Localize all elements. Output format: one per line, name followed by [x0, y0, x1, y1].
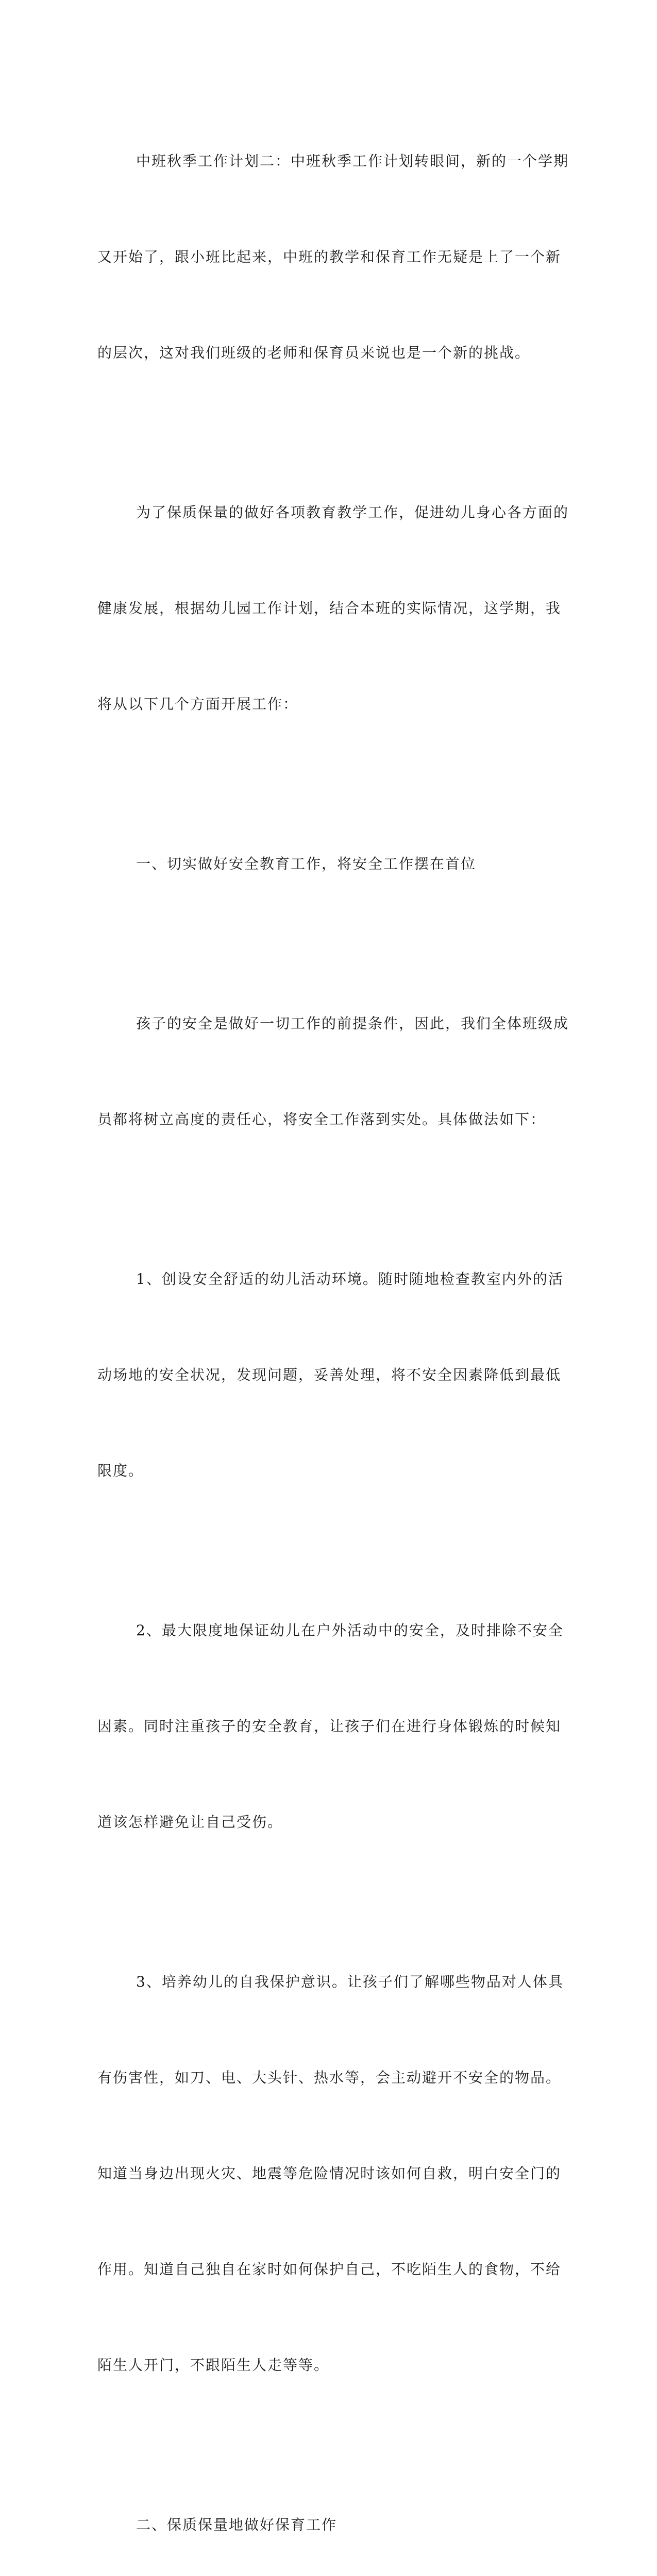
text-line: 一、切实做好安全教育工作，将安全工作摆在首位 [136, 855, 477, 872]
text-line: 有伤害性，如刀、电、大头针、热水等，会主动避开不安全的物品。 [97, 2069, 562, 2086]
text-line: 将从以下几个方面开展工作： [97, 696, 299, 713]
document-body [97, 81, 569, 2576]
text-line: 的层次，这对我们班级的老师和保育员来说也是一个新的挑战。 [97, 344, 531, 361]
text-line: 因素。同时注重孩子的安全教育，让孩子们在进行身体锻炼的时候知 [97, 1718, 562, 1735]
text-line: 2、最大限度地保证幼儿在户外活动中的安全，及时排除不安全 [136, 1622, 564, 1639]
text-line: 为了保质保量的做好各项教育教学工作，促进幼儿身心各方面的 [136, 504, 569, 521]
paragraph-intro [97, 81, 569, 433]
text-line: 中班秋季工作计划二：中班秋季工作计划转眼间，新的一个学期 [136, 152, 569, 170]
text-line: 健康发展，根据幼儿园工作计划，结合本班的实际情况，这学期，我 [97, 600, 562, 617]
section-heading-care [97, 2445, 556, 2576]
text-line: 知道当身边出现火灾、地震等危险情况时该如何自救，明白安全门的 [97, 2165, 562, 2182]
paragraph-safety-premise [97, 944, 569, 1199]
text-line: 道该怎样避免让自己受伤。 [97, 1814, 283, 1831]
paragraph-purpose [97, 433, 569, 784]
text-line: 作用。知道自己独自在家时如何保护自己，不吃陌生人的食物，不给 [97, 2261, 562, 2278]
text-line: 又开始了，跟小班比起来，中班的教学和保育工作无疑是上了一个新 [97, 248, 562, 265]
text-line: 1、创设安全舒适的幼儿活动环境。随时随地检查教室内外的活 [136, 1270, 564, 1287]
text-line: 孩子的安全是做好一切工作的前提条件，因此，我们全体班级成 [136, 1015, 569, 1032]
text-line: 员都将树立高度的责任心，将安全工作落到实处。具体做法如下： [97, 1111, 546, 1128]
list-item-3 [97, 1902, 564, 2445]
text-line: 陌生人开门，不跟陌生人走等等。 [97, 2357, 330, 2374]
text-line: 动场地的安全状况，发现问题，妥善处理，将不安全因素降低到最低 [97, 1366, 562, 1383]
text-line: 3、培养幼儿的自我保护意识。让孩子们了解哪些物品对人体具 [136, 1973, 564, 1990]
text-line: 限度。 [97, 1462, 144, 1479]
list-item-2 [97, 1551, 564, 1902]
text-line: 二、保质保量地做好保育工作 [136, 2516, 338, 2533]
section-heading-safety [97, 784, 556, 944]
list-item-1 [97, 1199, 564, 1551]
